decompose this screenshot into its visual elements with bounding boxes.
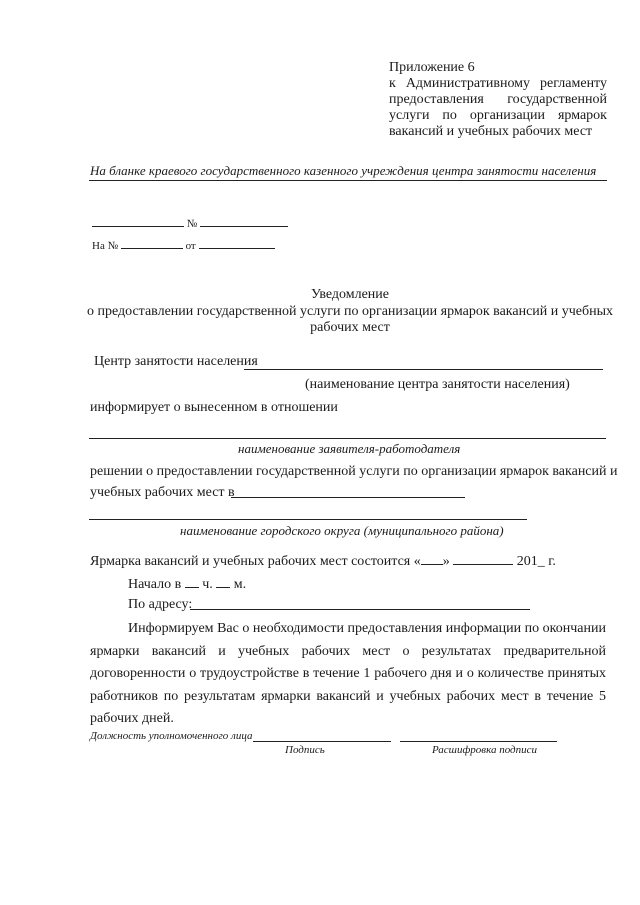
district-caption: наименование городского округа (муниципального района) — [180, 523, 504, 538]
fair-month-blank[interactable] — [453, 552, 513, 565]
appendix-line-3 — [389, 108, 607, 124]
appendix-line-2 — [389, 92, 607, 108]
appendix-line-1 — [389, 76, 607, 92]
ref-from: от — [185, 240, 196, 252]
start-hour-blank[interactable] — [185, 575, 199, 588]
info-paragraph: Информируем Вас о необходимости предоставления информации по окончании ярмарки вакансий и учебных рабочих мест о результатах предварительной договоренности о трудоустройстве в течение 1 рабочего дня и о количестве принятых работников по результатам ярмарки вакансий и учебных рабочих мест в течение 5 рабочих дней. — [90, 621, 606, 726]
start-minute-blank[interactable] — [216, 575, 230, 588]
fair-day-blank[interactable] — [421, 552, 443, 565]
notice-subtitle-line-2: рабочих мест — [310, 320, 390, 335]
reg-reference-line — [92, 236, 275, 252]
appendix-line3-a: услуги — [389, 108, 430, 123]
appendix-line3-c: организации — [469, 108, 546, 123]
ref-number-blank[interactable] — [121, 236, 183, 249]
notice-title: Уведомление — [310, 287, 389, 302]
appendix-line1-word: Административному — [405, 76, 531, 91]
start-a: Начало в — [128, 577, 182, 592]
decode-caption: Расшифровка подписи — [432, 744, 537, 756]
signature-blank[interactable] — [253, 741, 391, 742]
start-b: ч. — [202, 577, 213, 592]
appendix-title: Приложение 6 — [389, 60, 475, 75]
decision-line-1: решении о предоставлении государственной услуги по организации ярмарок вакансий и — [90, 464, 618, 479]
district-name-blank[interactable] — [89, 519, 527, 520]
letterhead-rule — [89, 180, 607, 181]
reg-date-blank[interactable] — [92, 214, 184, 227]
ref-date-blank[interactable] — [199, 236, 275, 249]
fair-text-c: 201_ г. — [516, 554, 556, 569]
ref-prefix: На № — [92, 240, 119, 252]
fair-text-b: » — [442, 554, 450, 569]
address-blank[interactable] — [190, 609, 530, 610]
center-name-blank[interactable] — [244, 369, 603, 370]
appendix-line2-b: государственной — [507, 92, 607, 107]
appendix-line2-a: предоставления — [389, 92, 484, 107]
start-c: м. — [233, 577, 247, 592]
appendix-line1-k: к — [389, 76, 396, 91]
start-time-line — [128, 575, 246, 593]
sign-caption: Подпись — [285, 744, 325, 756]
decision-line-2: учебных рабочих мест в — [90, 485, 235, 500]
reg-number-line — [92, 214, 288, 230]
notice-subtitle-line-1: о предоставлении государственной услуги по организации ярмарок вакансий и учебных — [86, 304, 614, 319]
address-label: По адресу: — [128, 597, 193, 612]
letterhead: На бланке краевого государственного казенного учреждения центра занятости населения — [90, 163, 597, 178]
informs-text: информирует о вынесенном в отношении — [90, 400, 338, 415]
center-caption: (наименование центра занятости населения) — [305, 377, 570, 392]
employer-caption: наименование заявителя-работодателя — [238, 441, 461, 456]
center-label: Центр занятости населения — [94, 354, 258, 369]
appendix-line3-d: ярмарок — [557, 108, 607, 123]
fair-date-line — [90, 552, 556, 570]
decision-district-blank[interactable] — [231, 497, 465, 498]
number-sign: № — [186, 218, 198, 230]
fair-text-a: Ярмарка вакансий и учебных рабочих мест состоится « — [90, 554, 421, 569]
appendix-line3-b: по — [442, 108, 457, 123]
employer-name-blank[interactable] — [89, 438, 606, 439]
signature-decode-blank[interactable] — [400, 741, 557, 742]
appendix-line-4: вакансий и учебных рабочих мест — [389, 124, 593, 139]
position-label: Должность уполномоченного лица — [90, 730, 253, 742]
reg-number-blank[interactable] — [200, 214, 288, 227]
appendix-line1-end: регламенту — [540, 76, 607, 91]
